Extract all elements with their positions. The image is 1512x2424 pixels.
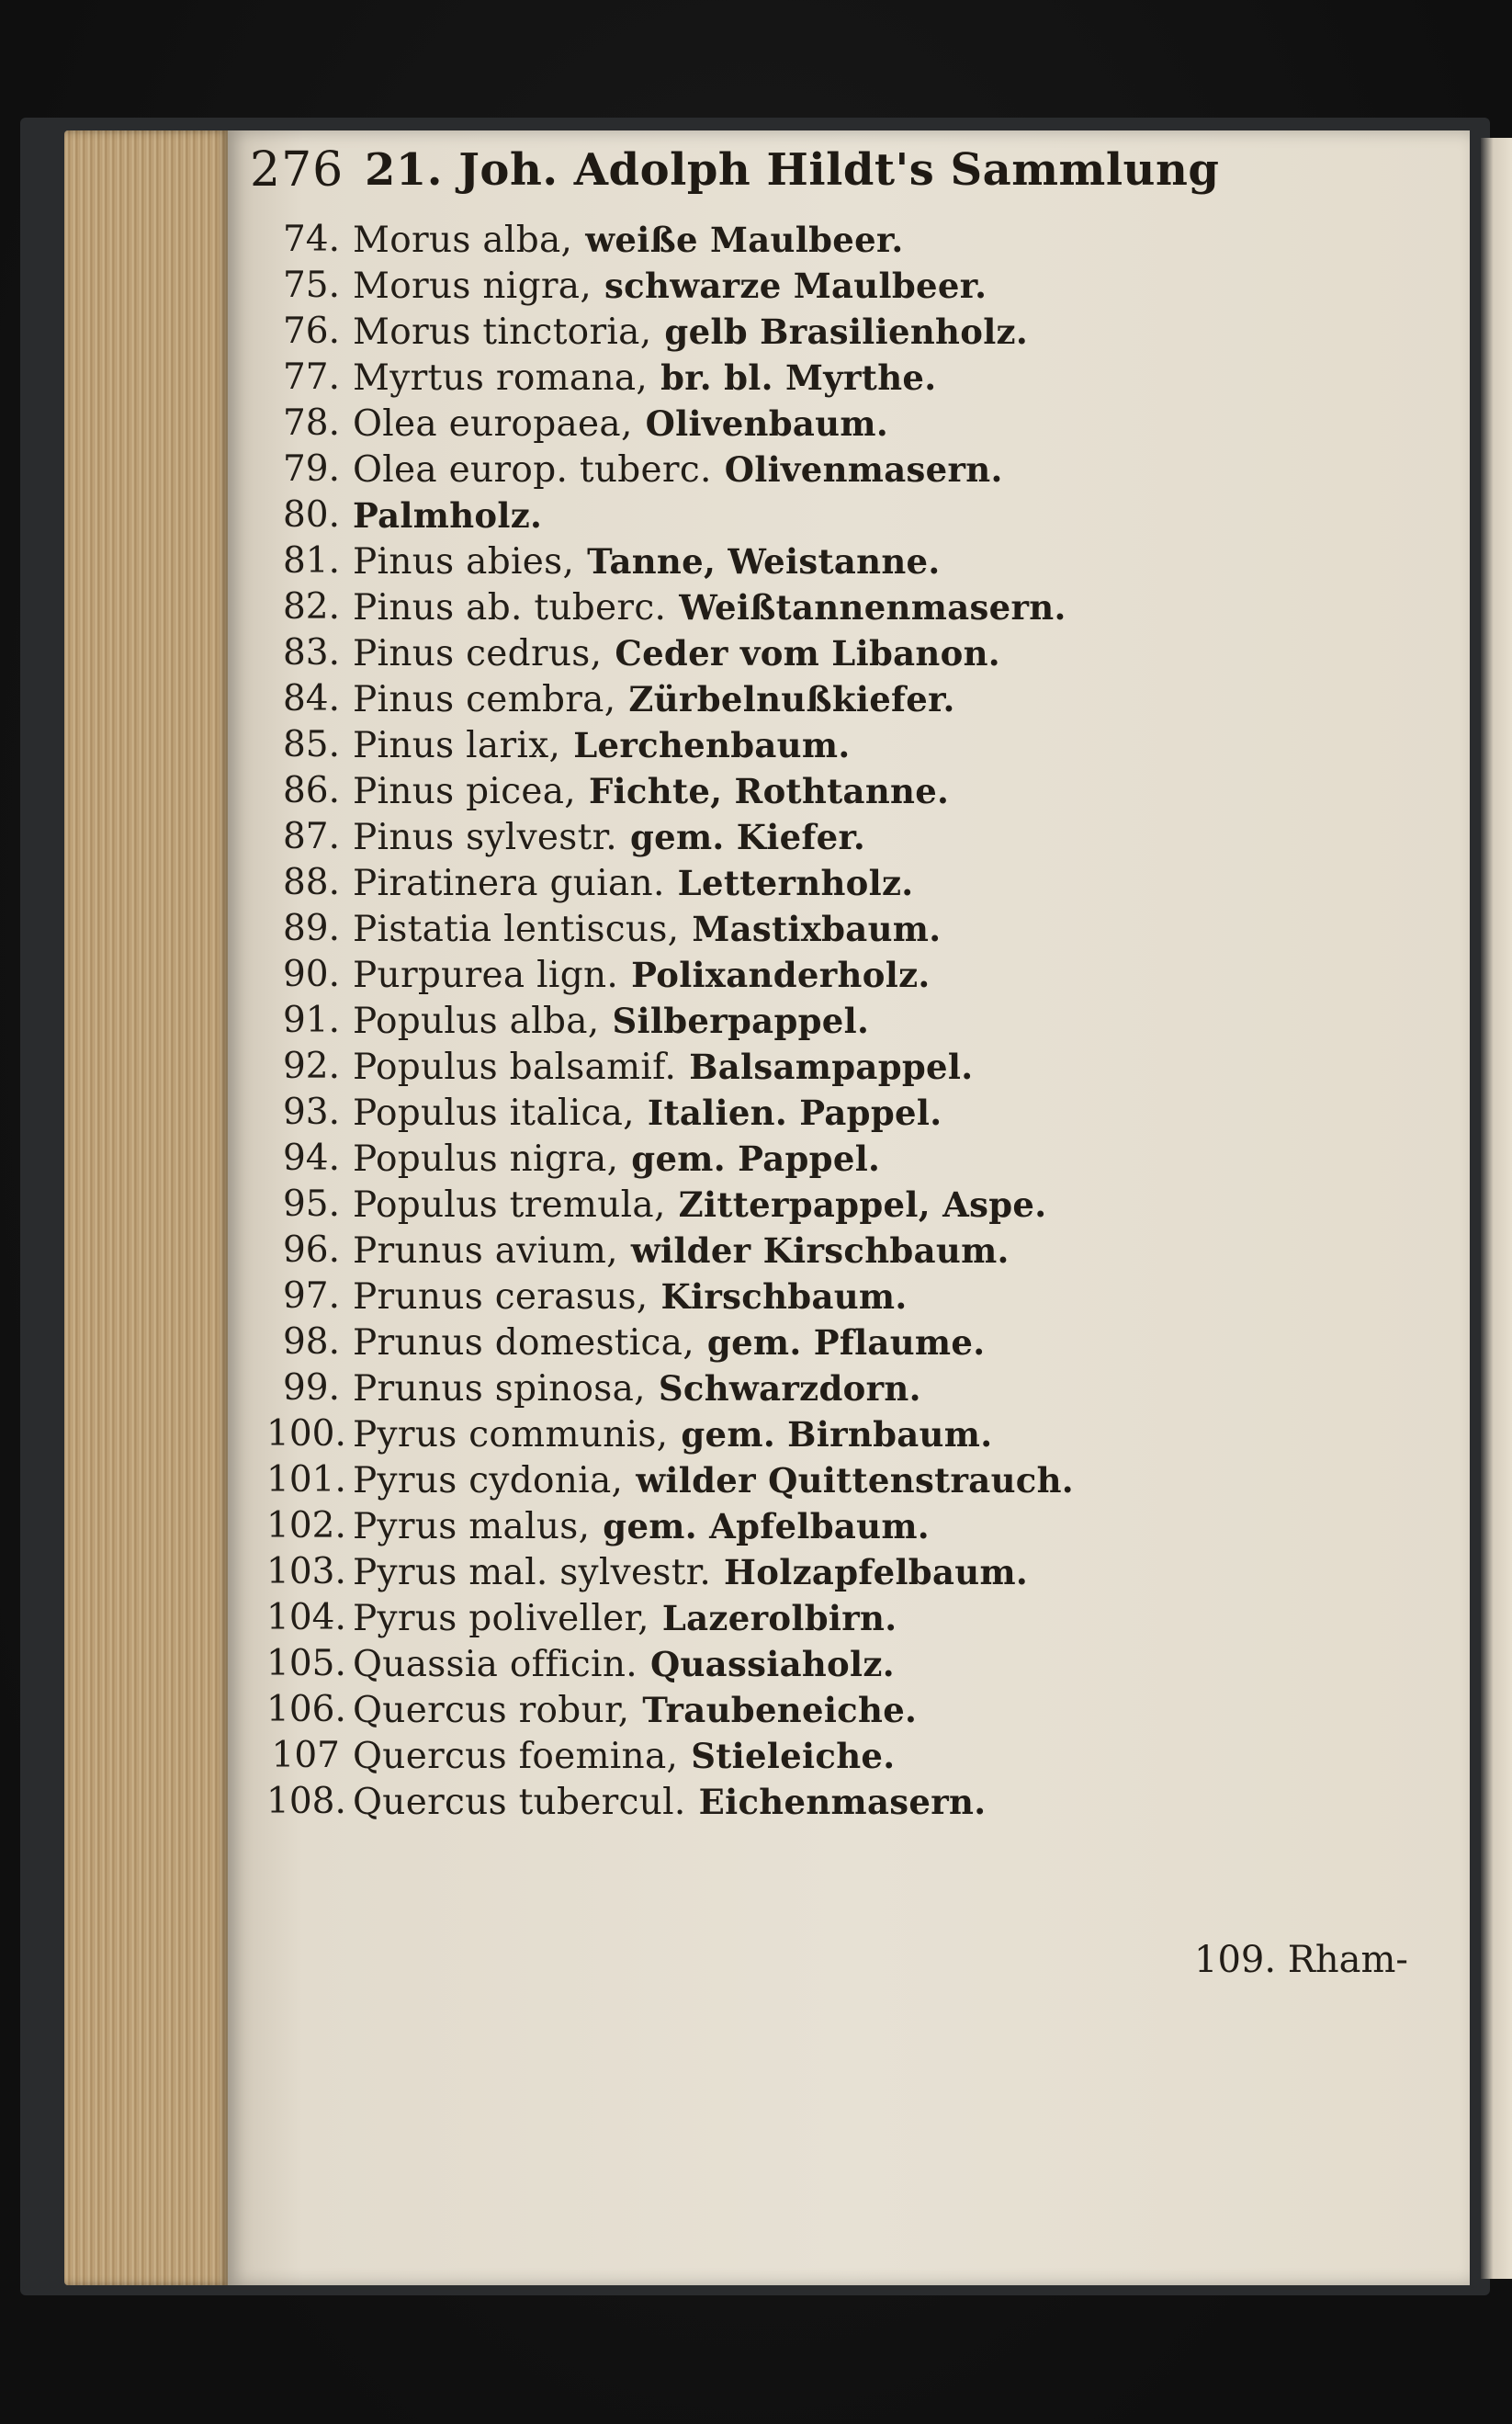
latin-name: Pinus sylvestr. [353, 817, 617, 858]
entry-text [353, 538, 941, 585]
list-item [266, 1733, 1323, 1779]
list-item [266, 1687, 1323, 1733]
latin-name: Pyrus communis, [353, 1414, 669, 1456]
entry-text [353, 1457, 1074, 1504]
german-name: Balsampappel. [689, 1047, 974, 1087]
latin-name: Prunus cerasus, [353, 1276, 649, 1318]
entry-text [353, 447, 1003, 493]
list-item [266, 1044, 1323, 1090]
entry-text [353, 768, 949, 815]
list-item [266, 263, 1323, 309]
entry-text [353, 1182, 1046, 1229]
german-name: Holzapfelbaum. [724, 1552, 1029, 1592]
list-item [266, 1641, 1323, 1687]
latin-name: Populus nigra, [353, 1138, 619, 1180]
list-item [266, 1457, 1323, 1503]
entry-number: 103. [266, 1551, 346, 1592]
german-name: Olivenbaum. [645, 403, 889, 444]
list-item [266, 906, 1323, 952]
latin-name: Myrtus romana, [353, 357, 649, 399]
entry-number: 89. [282, 908, 340, 949]
entry-text [353, 906, 941, 953]
german-name: wilder Quittenstrauch. [636, 1460, 1074, 1501]
latin-name: Pinus larix, [353, 725, 561, 766]
entry-text [353, 1228, 1010, 1274]
latin-name: Populus tremula, [353, 1184, 666, 1226]
german-name: Ceder vom Libanon. [615, 633, 1000, 674]
list-item [266, 1365, 1323, 1411]
entry-text [353, 1641, 895, 1688]
entry-text [353, 1136, 880, 1183]
page-number: 276 [250, 142, 344, 198]
list-item [266, 1228, 1323, 1274]
page-header-title: 21. Joh. Adolph Hildt's Sammlung [365, 144, 1220, 196]
german-name: Schwarzdorn. [658, 1368, 921, 1409]
entry-number: 102. [266, 1505, 346, 1546]
entry-text [353, 1595, 897, 1642]
latin-name: Olea europ. tuberc. [353, 449, 712, 491]
entry-text [353, 1779, 986, 1826]
entry-text [353, 401, 888, 447]
entry-number: 81. [282, 540, 340, 582]
entry-number: 93. [282, 1092, 340, 1133]
entry-text [353, 1733, 895, 1780]
latin-name: Prunus avium, [353, 1230, 618, 1272]
latin-name: Purpurea lign. [353, 955, 619, 996]
list-item [266, 447, 1323, 493]
entry-text [353, 1044, 973, 1091]
list-item [266, 952, 1323, 998]
list-item [266, 998, 1323, 1044]
latin-name: Pyrus mal. sylvestr. [353, 1552, 712, 1593]
german-name: Kirschbaum. [660, 1276, 908, 1317]
entry-text [353, 1320, 985, 1366]
latin-name: Quassia officin. [353, 1644, 638, 1685]
german-name: Traubeneiche. [642, 1690, 918, 1730]
german-name: gem. Pflaume. [706, 1322, 986, 1363]
latin-name: Piratinera guian. [353, 863, 665, 904]
facing-page-edge [1481, 138, 1512, 2279]
entry-number: 107 [271, 1735, 340, 1776]
german-name: Polixanderholz. [631, 955, 931, 995]
running-head [250, 133, 1220, 216]
entry-number: 100. [266, 1413, 346, 1455]
german-name: Silberpappel. [612, 1001, 870, 1041]
list-item [266, 630, 1323, 676]
list-item [266, 1136, 1323, 1182]
entry-number: 75. [282, 265, 340, 306]
entry-text [353, 1090, 942, 1137]
entry-text [353, 1274, 908, 1320]
list-item [266, 309, 1323, 355]
entry-text [353, 860, 913, 907]
latin-name: Pinus cedrus, [353, 633, 603, 674]
latin-name: Pinus picea, [353, 771, 576, 812]
entry-number: 108. [266, 1781, 346, 1822]
latin-name: Prunus spinosa, [353, 1368, 646, 1410]
german-name: gem. Pappel. [631, 1138, 881, 1179]
list-item [266, 1779, 1323, 1825]
entry-text [353, 998, 869, 1045]
list-item [266, 676, 1323, 722]
entry-text [353, 814, 865, 861]
latin-name: Olea europaea, [353, 403, 633, 445]
list-item [266, 538, 1323, 584]
entry-number: 85. [282, 724, 340, 765]
list-item [266, 401, 1323, 447]
german-name: gem. Birnbaum. [681, 1414, 993, 1455]
latin-name: Pinus ab. tuberc. [353, 587, 667, 629]
german-name: Zitterpappel, Aspe. [678, 1184, 1047, 1225]
list-item [266, 1411, 1323, 1457]
german-name: schwarze Maulbeer. [604, 266, 987, 306]
entry-number: 84. [282, 678, 340, 719]
latin-name: Populus balsamif. [353, 1047, 677, 1088]
entry-number: 76. [282, 311, 340, 352]
entry-text [353, 1411, 992, 1458]
entry-number: 88. [282, 862, 340, 903]
entry-number: 87. [282, 816, 340, 857]
german-name: gem. Kiefer. [629, 817, 866, 857]
latin-name: Prunus domestica, [353, 1322, 694, 1364]
entry-text [353, 263, 987, 310]
entry-number: 86. [282, 770, 340, 811]
entry-number: 82. [282, 586, 340, 628]
entry-number: 99. [282, 1367, 340, 1409]
list-item [266, 355, 1323, 401]
german-name: gem. Apfelbaum. [603, 1506, 930, 1546]
latin-name: Pyrus poliveller, [353, 1598, 649, 1639]
latin-name: Pistatia lentiscus, [353, 909, 680, 950]
entry-number: 92. [282, 1046, 340, 1087]
latin-name: Pinus cembra, [353, 679, 616, 720]
latin-name: Quercus tubercul. [353, 1782, 686, 1823]
entry-number: 91. [282, 1000, 340, 1041]
german-name: wilder Kirschbaum. [630, 1230, 1010, 1271]
entry-text [353, 355, 936, 402]
entry-text [353, 1549, 1028, 1596]
latin-name: Quercus foemina, [353, 1736, 679, 1777]
german-name: Stieleiche. [691, 1736, 896, 1776]
latin-name: Populus italica, [353, 1093, 635, 1134]
latin-name: Pyrus cydonia, [353, 1460, 624, 1501]
entry-number: 97. [282, 1275, 340, 1317]
german-name: Zürbelnußkiefer. [628, 679, 955, 719]
german-name: Letternholz. [677, 863, 914, 903]
german-name: Mastixbaum. [692, 909, 942, 949]
entry-text [353, 217, 904, 264]
entry-number: 79. [282, 448, 340, 490]
list-item [266, 860, 1323, 906]
list-item [266, 1182, 1323, 1228]
entry-text [353, 1365, 921, 1412]
entry-text [353, 952, 931, 999]
entry-number: 98. [282, 1321, 340, 1363]
list-item [266, 814, 1323, 860]
entry-number: 96. [282, 1229, 340, 1271]
german-name: br. bl. Myrthe. [660, 357, 937, 398]
entry-number: 77. [282, 357, 340, 398]
entry-text [353, 584, 1066, 631]
entry-text [353, 493, 542, 539]
latin-name: Morus nigra, [353, 266, 592, 307]
german-name: Eichenmasern. [698, 1782, 987, 1822]
latin-name: Pyrus malus, [353, 1506, 591, 1547]
entry-text [353, 676, 955, 723]
list-item [266, 1595, 1323, 1641]
entry-text [353, 309, 1028, 356]
entry-text [353, 722, 851, 769]
german-name: Lazerolbirn. [661, 1598, 897, 1638]
latin-name: Populus alba, [353, 1001, 600, 1042]
entry-text [353, 1503, 930, 1550]
german-name: Quassiaholz. [649, 1644, 895, 1684]
list-item [266, 1549, 1323, 1595]
latin-name: Morus alba, [353, 220, 573, 261]
latin-name: Pinus abies, [353, 541, 575, 583]
page-edges [64, 130, 230, 2285]
german-name: Tanne, Weistanne. [587, 541, 941, 582]
catchword: 109. Rham- [1194, 1939, 1408, 1981]
latin-name: Morus tinctoria, [353, 311, 652, 353]
entry-number: 94. [282, 1138, 340, 1179]
entry-number: 80. [282, 494, 340, 536]
german-name: Weißtannenmasern. [679, 587, 1066, 628]
entry-number: 74. [282, 219, 340, 260]
entry-number: 83. [282, 632, 340, 674]
entry-list [266, 217, 1323, 1825]
german-name: weiße Maulbeer. [585, 220, 904, 260]
list-item [266, 1320, 1323, 1365]
entry-text [353, 1687, 917, 1734]
list-item [266, 722, 1323, 768]
german-name: Fichte, Rothtanne. [588, 771, 950, 811]
entry-number: 104. [266, 1597, 346, 1638]
entry-number: 101. [266, 1459, 346, 1501]
list-item [266, 217, 1323, 263]
entry-number: 78. [282, 402, 340, 444]
entry-number: 105. [266, 1643, 346, 1684]
list-item [266, 584, 1323, 630]
german-name: Palmholz. [353, 495, 543, 536]
list-item [266, 1503, 1323, 1549]
list-item [266, 768, 1323, 814]
german-name: gelb Brasilienholz. [664, 311, 1029, 352]
list-item [266, 1090, 1323, 1136]
entry-text [353, 630, 1000, 677]
entry-number: 90. [282, 954, 340, 995]
german-name: Italien. Pappel. [647, 1093, 942, 1133]
list-item [266, 493, 1323, 538]
entry-number: 106. [266, 1689, 346, 1730]
list-item [266, 1274, 1323, 1320]
entry-number: 95. [282, 1184, 340, 1225]
german-name: Olivenmasern. [724, 449, 1003, 490]
german-name: Lerchenbaum. [573, 725, 851, 765]
latin-name: Quercus robur, [353, 1690, 630, 1731]
